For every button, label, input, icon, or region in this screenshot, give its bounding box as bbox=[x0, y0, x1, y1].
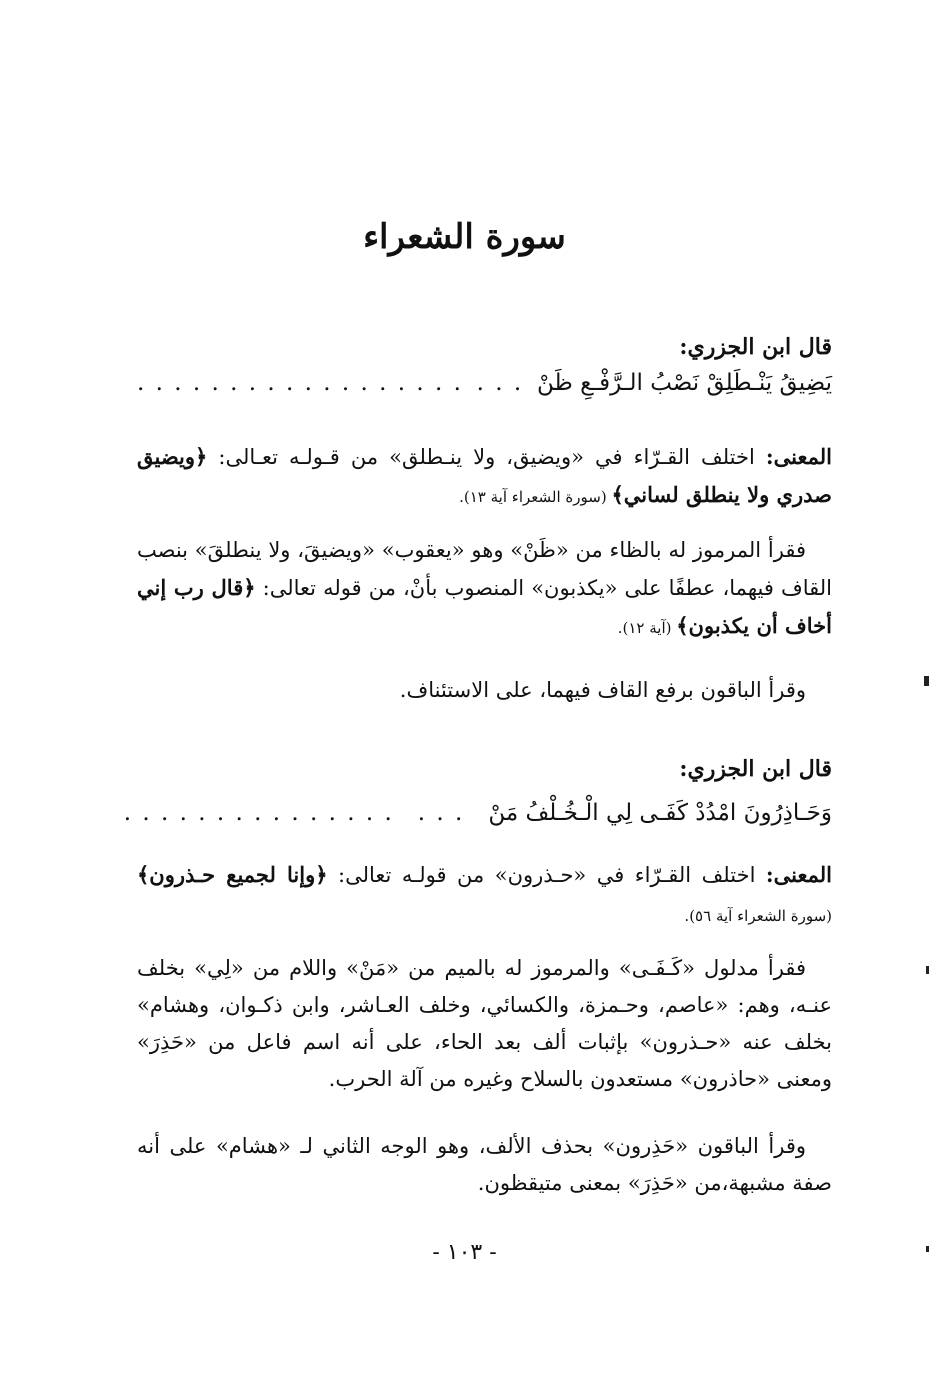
section-2-remaining-paragraph bbox=[137, 1128, 832, 1202]
meaning-label: المعنى: bbox=[765, 444, 832, 469]
section-1-verse-text: يَضِيقُ يَنْـطَلِقْ نَصْبُ الـرَّفْـعِ ظَنْ bbox=[536, 370, 832, 396]
meaning-text: اختلف القـرّاء في «ويضيق، ولا ينـطلق» من قـولـه تعـالى: bbox=[207, 445, 766, 469]
section-2-heading-block bbox=[137, 752, 832, 786]
quran-quote: ﴿وإنا لجميع حـذرون﴾ bbox=[137, 862, 328, 887]
section-2-meaning-paragraph bbox=[137, 856, 832, 935]
section-1-reading-paragraph bbox=[137, 532, 832, 647]
verse-reference: (سورة الشعراء آية ٥٦). bbox=[684, 907, 832, 925]
section-1-heading-block bbox=[137, 330, 832, 364]
reading-text: وقرأ الباقون «حَذِرون» بحذف الألف، وهو الوجه الثاني لـ «هشام» على أنه صفة مشبهة،من «حَذِرَ» بمعنى متيقظون. bbox=[137, 1134, 832, 1195]
section-1-remaining-paragraph bbox=[137, 672, 832, 709]
section-1-verse-dots-left: . . . . . . . . . . . . . . . . . . bbox=[137, 370, 463, 396]
reading-text: فقرأ مدلول «كَـفَـى» والمرموز له بالميم من «مَنْ» واللام من «لِي» بخلف عنـه، وهم: «عاصم، وحـمزة، والكسائي، وخلف العـاشر، وابن ذكـوان، وهشام» بخلف عنه «حـذرون» بإثبات ألف بعد الحاء، على أنه اسم فاعل من «حَذِرَ» ومعنى «حاذرون» مستعدون بالسلاح وغيره من آلة الحرب. bbox=[137, 956, 832, 1091]
quran-quote: ﴿قال رب إني أخاف أن يكذبون﴾ bbox=[137, 575, 832, 638]
section-2-meaning bbox=[137, 856, 832, 935]
section-1-verse bbox=[137, 364, 832, 402]
verse-reference: (سورة الشعراء آية ١٣). bbox=[459, 488, 612, 506]
section-2-heading: قال ابن الجزري: bbox=[679, 756, 832, 782]
verse-reference: (آية ١٢). bbox=[617, 619, 677, 637]
section-2-reading-2 bbox=[137, 1128, 832, 1202]
section-2-verse-text: وَحَـاذِرُونَ امْدُدْ كَفَـى لِي الْـخُـلْفُ مَنْ bbox=[488, 800, 832, 826]
section-1-reading-1 bbox=[137, 532, 832, 647]
meaning-label: المعنى: bbox=[765, 862, 832, 887]
section-1-reading-2 bbox=[137, 672, 832, 709]
section-2-verse bbox=[123, 794, 832, 832]
section-1-meaning-paragraph bbox=[137, 438, 832, 516]
section-2-verse-dots-mid: . . . bbox=[417, 800, 465, 826]
reading-text: فقرأ المرموز له بالظاء من «ظَنْ» وهو «يعقوب» «ويضيقَ، ولا ينطلقَ» بنصب القاف فيهما، عطفًا على «يكذبون» المنصوب بأنْ، من قوله تعالى: bbox=[137, 538, 832, 600]
meaning-text: اختلف القـرّاء في «حـذرون» من قولـه تعالى: bbox=[327, 863, 766, 887]
surah-title: سورة الشعراء bbox=[363, 217, 566, 257]
section-2-verse-dots-left: . . . . . . . . . . . . . . . bbox=[123, 800, 394, 826]
section-2-reading-paragraph bbox=[137, 950, 832, 1098]
page-number: - ١٠٣ - bbox=[432, 1240, 497, 1265]
section-1-meaning bbox=[137, 438, 832, 516]
scan-speck bbox=[924, 676, 929, 686]
quran-quote: ﴿ويضيق صدري ولا ينطلق لساني﴾ bbox=[137, 444, 832, 507]
section-2-reading-1 bbox=[137, 950, 832, 1098]
reading-text: وقرأ الباقون برفع القاف فيهما، على الاستئناف. bbox=[399, 678, 806, 702]
section-1-verse-dots-mid: . . . bbox=[476, 370, 524, 396]
section-1-heading: قال ابن الجزري: bbox=[679, 334, 832, 360]
